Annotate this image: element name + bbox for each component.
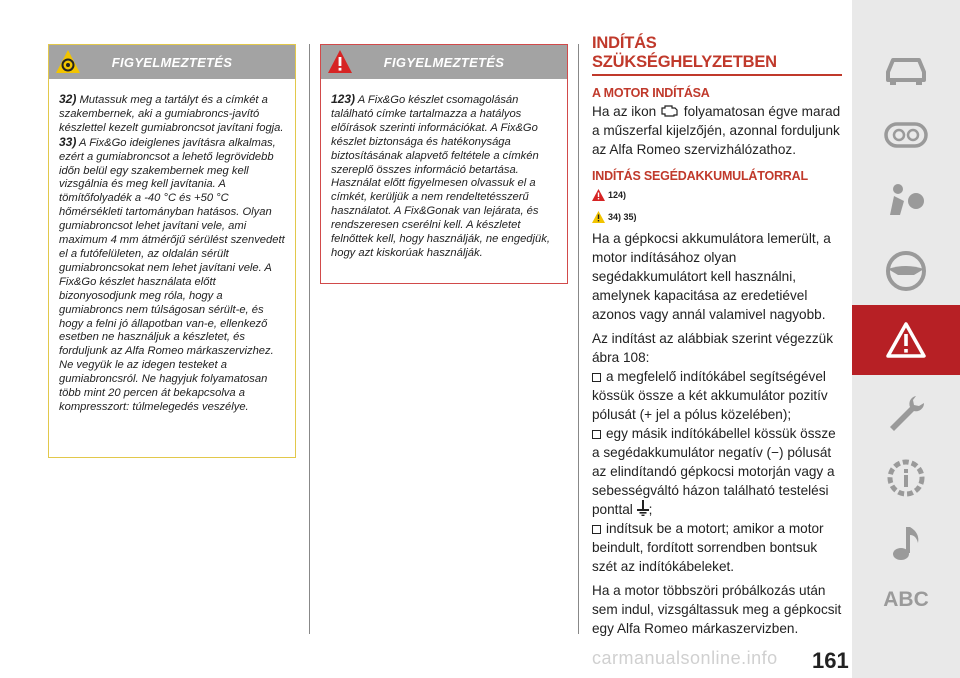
column-divider (578, 44, 579, 634)
sidebar-item-index[interactable] (852, 582, 960, 618)
paragraph (592, 102, 842, 159)
text: indítsuk be a motort; amikor a motor beindult, fordított sorrendben bontsuk szét az indítókábeleket. (592, 521, 824, 574)
caution-icon (592, 211, 605, 223)
sidebar-item-multimedia[interactable] (852, 515, 960, 570)
exclamation-warning-icon (592, 189, 605, 201)
car-icon (884, 54, 928, 86)
note-number: 123) (331, 92, 356, 106)
page-number: 161 (812, 648, 849, 673)
sidebar-item-driving[interactable] (852, 243, 960, 298)
warning-ref (592, 189, 842, 201)
sidebar-item-maintenance[interactable] (852, 385, 960, 440)
section-title: A MOTOR INDÍTÁSA (592, 86, 710, 100)
bullet-icon (592, 525, 601, 534)
warning-triangle-icon (886, 322, 926, 358)
list-item (592, 424, 842, 519)
note-number: 32) (59, 92, 77, 106)
warning-heading: FIGYELMEZTETÉS (383, 54, 505, 70)
list-item (592, 519, 842, 576)
main-content (592, 34, 842, 643)
warning-heading: FIGYELMEZTETÉS (111, 54, 233, 70)
note-text: A Fix&Go ideiglenes javításra alkalmas, ezért a gumiabroncsot a lehető legrövidebb időn belül egy szakembernek meg kell vizsgálnia és meg kell javítania. A tömítőfolyadék a -40 °C és +50 °C hőmérsékleti tartományban hatásos. Olyan gumiabroncsot lehet javítani vele, ami maximum 4 mm átmérőjű sérülést szenvedett el a futófelületen, az oldalán sérült gumiabroncsokat nem lehet javítani vele. A Fix&Go készlet használata előtt bizonyosodjunk meg róla, hogy a gumiabroncs nem túlságosan sérült-e, és hogy a felni jó állapotban van-e, ellenkező esetben ne használjuk a készletet, és forduljunk az Alfa Romeo márkaszervizhez. Ne vegyük le az idegen testeket a gumiabroncsról. Ne hagyjuk folyamatosan több mint 20 percen át bekapcsolva a kompresszort: túlmelegedés veszélye. (59, 136, 285, 413)
wrench-icon (886, 393, 926, 433)
sidebar-item-safety[interactable] (852, 175, 960, 230)
tire-warning-icon (55, 49, 81, 75)
text: a megfelelő indítókábel segítségével kössük össze a két akkumulátor pozitív pólusát (+ jel a pólus közelében); (592, 369, 828, 422)
column-divider (309, 44, 310, 634)
chapter-sidebar (852, 0, 960, 678)
caution-ref (592, 211, 842, 223)
text: folyamatosan égve marad a műszerfal kijelzőjén, azonnal forduljunk az Alfa Romeo szervizhálózathoz. (592, 104, 841, 157)
warning-box-middle (320, 44, 568, 284)
footer-watermark: carmanualsonline.info (592, 648, 778, 668)
title-rule (592, 74, 842, 76)
note-text: Mutassuk meg a tartályt és a címkét a szakembernek, aki a gumiabroncs-javító készlettel kezelt gumiabroncsot javítani fogja. (59, 94, 284, 134)
page-title: INDÍTÁS SZÜKSÉGHELYZETBEN (592, 34, 777, 71)
warning-body (49, 79, 295, 423)
paragraph: Ha a motor többszöri próbálkozás után sem indul, vizsgáltassuk meg a gépkocsit egy Alfa Romeo márkaszervizben. (592, 583, 842, 636)
index-label: ABC (883, 588, 929, 611)
gear-info-icon (884, 456, 928, 500)
section-title: INDÍTÁS SEGÉDAKKUMULÁTORRAL (592, 169, 808, 183)
ground-icon (637, 500, 649, 516)
warning-body (321, 79, 567, 269)
bullet-icon (592, 373, 601, 382)
paragraph: Az indítást az alábbiak szerint végezzük ábra 108: (592, 331, 834, 365)
steering-wheel-icon (884, 249, 928, 293)
text: ; (648, 502, 653, 517)
engine-warning-icon (660, 103, 680, 118)
text: Ha az ikon (592, 104, 657, 119)
exclamation-warning-icon (327, 49, 353, 75)
bullet-icon (592, 430, 601, 439)
warning-box-left (48, 44, 296, 458)
warning-header (49, 45, 295, 79)
sidebar-item-specifications[interactable] (852, 450, 960, 505)
airbag-seat-icon (884, 181, 928, 225)
ref-number: 34) 35) (608, 212, 637, 222)
note-text: A Fix&Go készlet csomagolásán található címke tartalmazza a hatályos előírások szerinti információkat. A Fix&Go készlet biztonsága és hatékonysága biztosításának alapvető feltétele a címkén szereplő összes információ betartása. Használat előtt figyelmesen olvassuk el a címkét, kerüljük a nem rendeltetésszerű használatot. A Fix&Gonak van lejárata, és rendszeresen cserélni kell. A készletet felnőttek kell, hogy használják, ne engedjük, hogy azt kiskorúak használják. (331, 94, 550, 259)
paragraph: Ha a gépkocsi akkumulátora lemerült, a motor indításához olyan segédakkumulátort kell használni, amelynek kapacitása az eredetiével azonos vagy annál valamivel nagyobb. (592, 231, 831, 322)
note-number: 33) (59, 134, 77, 149)
ref-number: 124) (608, 190, 627, 200)
text: egy másik indítókábellel kössük össze a segédakkumulátor negatív (−) pólusát az elindítandó gépkocsi motorján vagy a sebességváltó házon található testelési ponttal (592, 426, 836, 517)
sidebar-item-car[interactable] (852, 45, 960, 95)
sidebar-item-dashboard[interactable] (852, 110, 960, 160)
music-note-icon (888, 523, 924, 563)
sidebar-item-emergency[interactable] (852, 305, 960, 375)
list-item (592, 367, 842, 424)
dashboard-icon (884, 120, 928, 150)
warning-header (321, 45, 567, 79)
